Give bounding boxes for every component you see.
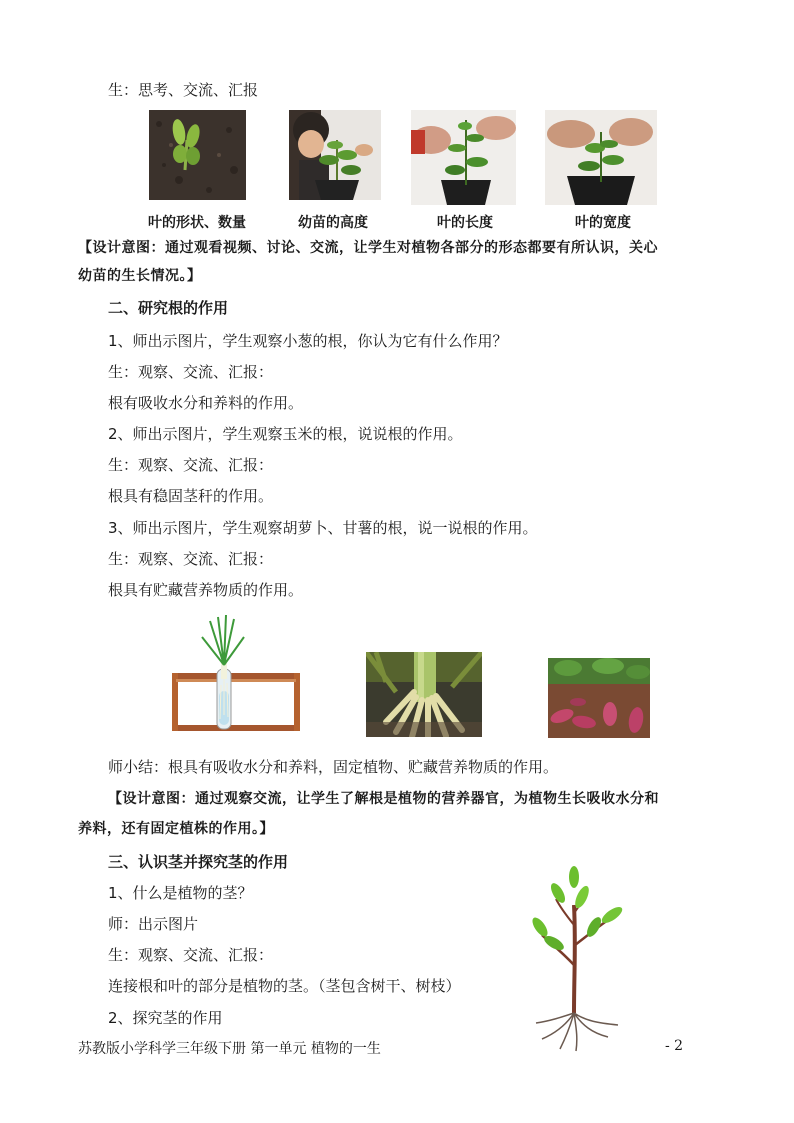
child-with-seedling-photo (289, 110, 381, 200)
section-2-summary: 师小结：根具有吸收水分和养料，固定植物、贮藏营养物质的作用。 (108, 758, 559, 776)
design-note-2-line1: 【设计意图：通过观察交流，让学生了解根是植物的营养器官，为植物生长吸收水分和 (108, 791, 659, 807)
measuring-leaf-width-photo (545, 110, 657, 205)
design-note-1-line1: 【设计意图：通过观看视频、讨论、交流，让学生对植物各部分的形态都要有所认识，关心 (78, 240, 658, 256)
corn-roots-photo (366, 652, 482, 737)
sweet-potato-photo (548, 658, 650, 738)
section-2-line-3: 根有吸收水分和养料的作用。 (108, 394, 304, 412)
section-2-heading: 二、研究根的作用 (108, 299, 229, 317)
section-2-line-8: 生：观察、交流、汇报： (108, 550, 274, 568)
caption-leaf-length: 叶的长度 (437, 215, 493, 231)
section-3-heading: 三、认识茎并探究茎的作用 (108, 853, 289, 871)
section-3-line-4: 连接根和叶的部分是植物的茎。（茎包含树干、树枝） (108, 977, 461, 995)
caption-leaf-shape: 叶的形状、数量 (148, 215, 246, 231)
design-note-2-line2: 养料，还有固定植株的作用。】 (78, 821, 274, 837)
student-response-line: 生：思考、交流、汇报 (108, 81, 259, 99)
section-3-line-5: 2、探究茎的作用 (108, 1009, 223, 1027)
footer-book-title: 苏教版小学科学三年级下册 第一单元 植物的一生 (78, 1041, 381, 1057)
section-2-line-1: 1、师出示图片，学生观察小葱的根，你认为它有什么作用？ (108, 332, 508, 350)
section-2-line-9: 根具有贮藏营养物质的作用。 (108, 581, 304, 599)
section-3-line-3: 生：观察、交流、汇报： (108, 946, 274, 964)
plant-stem-illustration (530, 865, 630, 1055)
section-2-line-5: 生：观察、交流、汇报： (108, 456, 274, 474)
caption-seedling-height: 幼苗的高度 (298, 215, 368, 231)
scallion-in-test-tube-illustration (170, 615, 302, 737)
seedling-photo (149, 110, 246, 200)
section-2-line-7: 3、师出示图片，学生观察胡萝卜、甘薯的根，说一说根的作用。 (108, 519, 538, 537)
design-note-1-line2: 幼苗的生长情况。】 (78, 268, 202, 284)
footer-page-number: - 2 (665, 1038, 684, 1054)
caption-leaf-width: 叶的宽度 (575, 215, 631, 231)
section-2-line-6: 根具有稳固茎秆的作用。 (108, 487, 274, 505)
section-3-line-2: 师：出示图片 (108, 915, 199, 933)
measuring-leaf-length-photo (411, 110, 516, 205)
section-2-line-4: 2、师出示图片，学生观察玉米的根，说说根的作用。 (108, 425, 463, 443)
section-3-line-1: 1、什么是植物的茎？ (108, 884, 253, 902)
section-2-line-2: 生：观察、交流、汇报： (108, 363, 274, 381)
